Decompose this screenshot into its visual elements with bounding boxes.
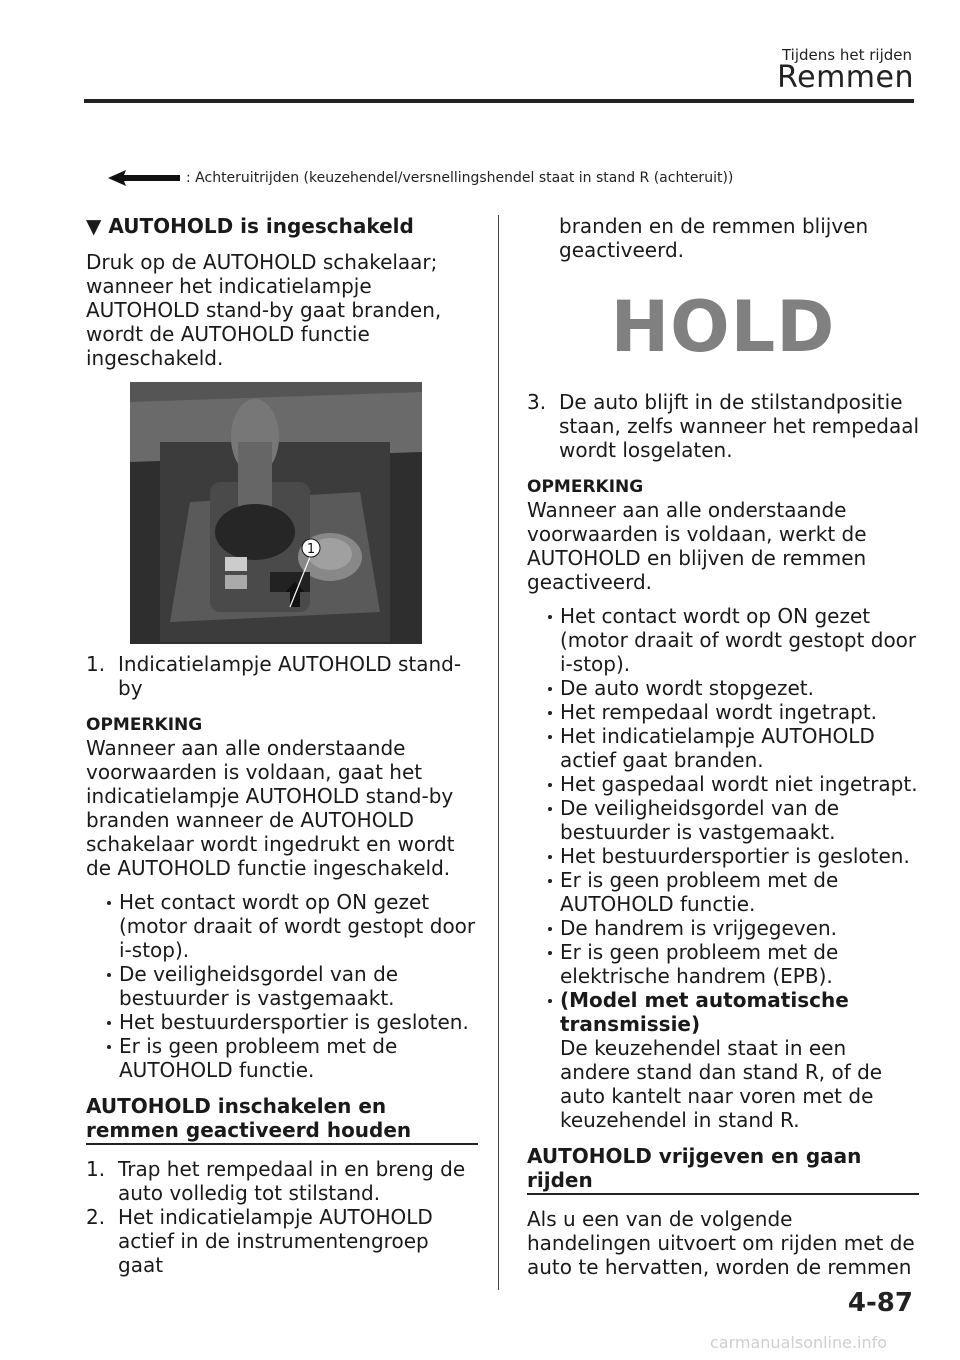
step-number: 2. (86, 1205, 106, 1229)
photo-callout: 1 (306, 542, 316, 557)
step-continued (527, 214, 919, 262)
legend-text: : Achteruitrijden (keuzehendel/versnellingshendel staat in stand R (achteruit)) (186, 170, 734, 186)
section-heading (86, 214, 478, 238)
model-bullet-bold: (Model met automatische transmissie) (560, 988, 849, 1036)
step-continued-text: branden en de remmen blijven geactiveerd. (559, 214, 869, 262)
right-column (527, 214, 919, 1279)
subheading (86, 1094, 478, 1145)
note-bullet: De auto wordt stopgezet. (542, 676, 919, 700)
subheading-text: AUTOHOLD vrijgeven en gaan rijden (527, 1144, 919, 1195)
section-heading-text: AUTOHOLD is ingeschakeld (108, 214, 414, 238)
step-text: Het indicatielampje AUTOHOLD actief in de instrumentengroep gaat (118, 1205, 433, 1277)
step-item (86, 1157, 478, 1205)
note-bullet: Het bestuurdersportier is gesloten. (542, 844, 919, 868)
step-item (527, 390, 919, 462)
header-section: Tijdens het rijden (781, 46, 912, 64)
subheading-text: AUTOHOLD inschakelen en remmen geactiveerd houden (86, 1094, 478, 1145)
subheading (527, 1144, 919, 1195)
console-illustration (130, 382, 422, 644)
watermark: carmanualsonline.info (710, 1333, 888, 1352)
header-rule (84, 99, 914, 103)
model-bullet-text: De keuzehendel staat in een andere stand dan stand R, of de auto kantelt naar voren met de keuzehendel in stand R. (560, 1036, 883, 1132)
left-arrow-icon (108, 170, 180, 186)
note-bullet: Het contact wordt op ON gezet (motor draait of wordt gestopt door i-stop). (542, 604, 919, 676)
hold-indicator-icon: HOLD (610, 286, 836, 368)
note-bullet: Het rempedaal wordt ingetrapt. (542, 700, 919, 724)
note-bullet: Het contact wordt op ON gezet (motor draait of wordt gestopt door i-stop). (101, 890, 478, 962)
note-bullet: De veiligheidsgordel van de bestuurder is vastgemaakt. (542, 796, 919, 844)
note-heading: OPMERKING (86, 715, 203, 735)
column-divider (498, 215, 499, 1290)
triangle-marker-icon: ▼ (86, 214, 102, 238)
final-paragraph: Als u een van de volgende handelingen uitvoert om rijden met de auto te hervatten, worden de remmen (527, 1207, 915, 1279)
step-text: Trap het rempedaal in en breng de auto volledig tot stilstand. (118, 1157, 466, 1205)
legend (108, 170, 733, 186)
note-bullet: Het indicatielampje AUTOHOLD actief gaat branden. (542, 724, 919, 772)
step-text: De auto blijft in de stilstandpositie staan, zelfs wanneer het rempedaal wordt losgelaten. (559, 390, 920, 462)
callout-item (86, 652, 478, 700)
step-number: 3. (527, 390, 547, 414)
note-bullet-model (542, 988, 919, 1132)
note-bullet: Het gaspedaal wordt niet ingetrapt. (542, 772, 919, 796)
callout-number: 1. (86, 652, 106, 676)
gear-selector-photo (130, 382, 422, 644)
note-bullet: De handrem is vrijgegeven. (542, 916, 919, 940)
step-number: 1. (86, 1157, 106, 1181)
note-bullet: De veiligheidsgordel van de bestuurder is vastgemaakt. (101, 962, 478, 1010)
note-bullet: Er is geen probleem met de elektrische handrem (EPB). (542, 940, 919, 988)
note-heading: OPMERKING (527, 477, 644, 497)
note-text: Wanneer aan alle onderstaande voorwaarden is voldaan, gaat het indicatielampje AUTOHOLD stand-by branden wanneer de AUTOHOLD schakelaar wordt ingedrukt en wordt de AUTOHOLD functie ingeschakeld. (86, 736, 455, 880)
note-text: Wanneer aan alle onderstaande voorwaarden is voldaan, werkt de AUTOHOLD en blijven de remmen geactiveerd. (527, 498, 867, 594)
left-column (86, 214, 478, 1277)
intro-paragraph: Druk op de AUTOHOLD schakelaar; wanneer het indicatielampje AUTOHOLD stand-by gaat branden, wordt de AUTOHOLD functie ingeschakeld. (86, 250, 442, 370)
callout-text: Indicatielampje AUTOHOLD stand-by (118, 652, 462, 700)
step-item (86, 1205, 478, 1277)
note-bullet: Er is geen probleem met de AUTOHOLD functie. (101, 1034, 478, 1082)
note-bullet: Het bestuurdersportier is gesloten. (101, 1010, 478, 1034)
note-bullet: Er is geen probleem met de AUTOHOLD functie. (542, 868, 919, 916)
page-title: Remmen (777, 60, 914, 95)
page-number: 4-87 (847, 1288, 913, 1318)
